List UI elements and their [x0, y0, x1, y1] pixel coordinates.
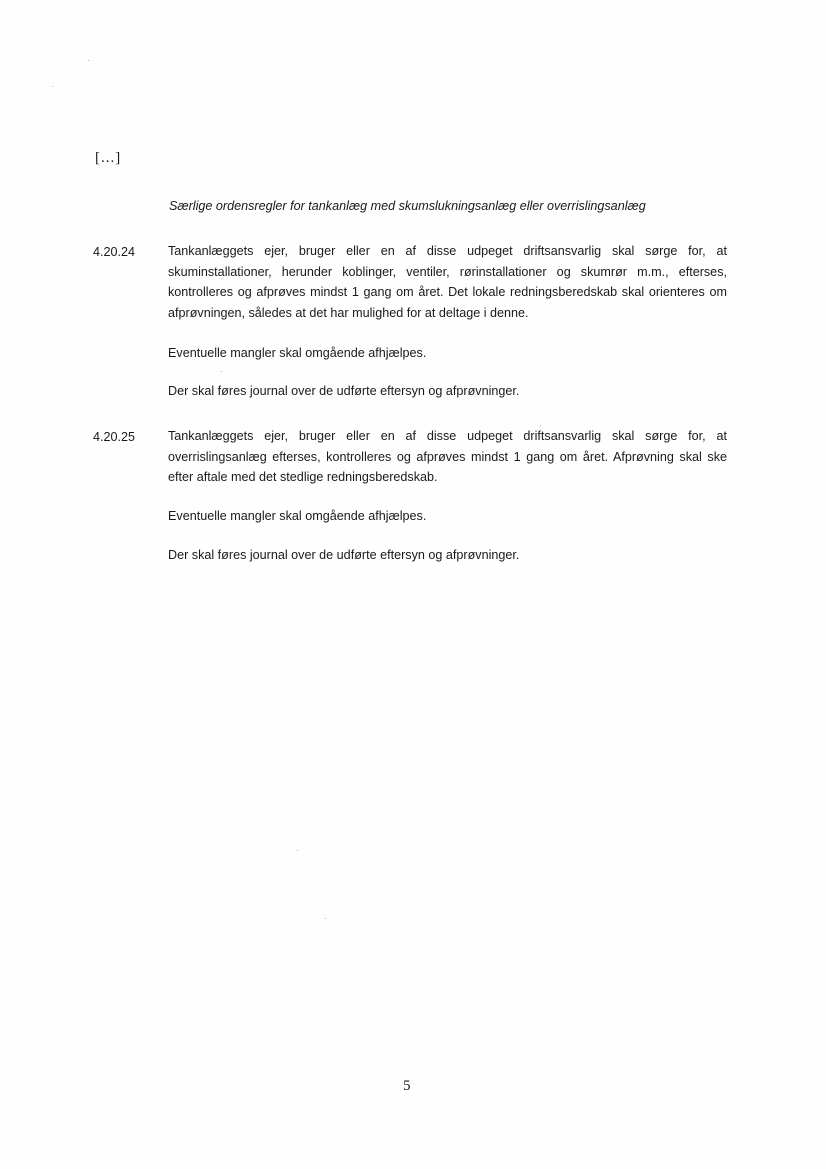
section-note: Eventuelle mangler skal omgående afhjælpes. [168, 346, 427, 360]
section-number: 4.20.24 [93, 245, 136, 259]
omission-marker: [...] [95, 150, 122, 166]
section-note: Eventuelle mangler skal omgående afhjælpes. [168, 509, 427, 523]
section-paragraph: Tankanlæggets ejer, bruger eller en af disse udpeget driftsansvarlig skal sørge for, at overrislingsanlæg efterses, kontrolleres og afprøves mindst 1 gang om året. Afprøvning skal ske efter aftale med det stedlige redningsberedskab. [168, 429, 727, 484]
scan-speck [88, 60, 89, 61]
section-note: Der skal føres journal over de udførte eftersyn og afprøvninger. [168, 548, 520, 562]
scan-speck [52, 86, 53, 87]
section-paragraph: Tankanlæggets ejer, bruger eller en af disse udpeget driftsansvarlig skal sørge for, at skuminstallationer, herunder koblinger, ventiler, rørinstallationer og skumrør m.m., efterses, kontrolleres og afprøves mindst 1 gang om året. Det lokale redningsberedskab skal orienteres om afprøvningen, således at det har mulighed for at deltage i denne. [168, 244, 727, 320]
section-number: 4.20.25 [93, 430, 136, 444]
scan-speck [297, 850, 298, 851]
scan-speck [221, 371, 222, 372]
section-heading: Særlige ordensregler for tankanlæg med skumslukningsanlæg eller overrislingsanlæg [169, 199, 646, 213]
page-number: 5 [403, 1078, 411, 1094]
scan-speck [325, 918, 326, 919]
section-note: Der skal føres journal over de udførte eftersyn og afprøvninger. [168, 384, 520, 398]
scan-speck [540, 425, 541, 426]
